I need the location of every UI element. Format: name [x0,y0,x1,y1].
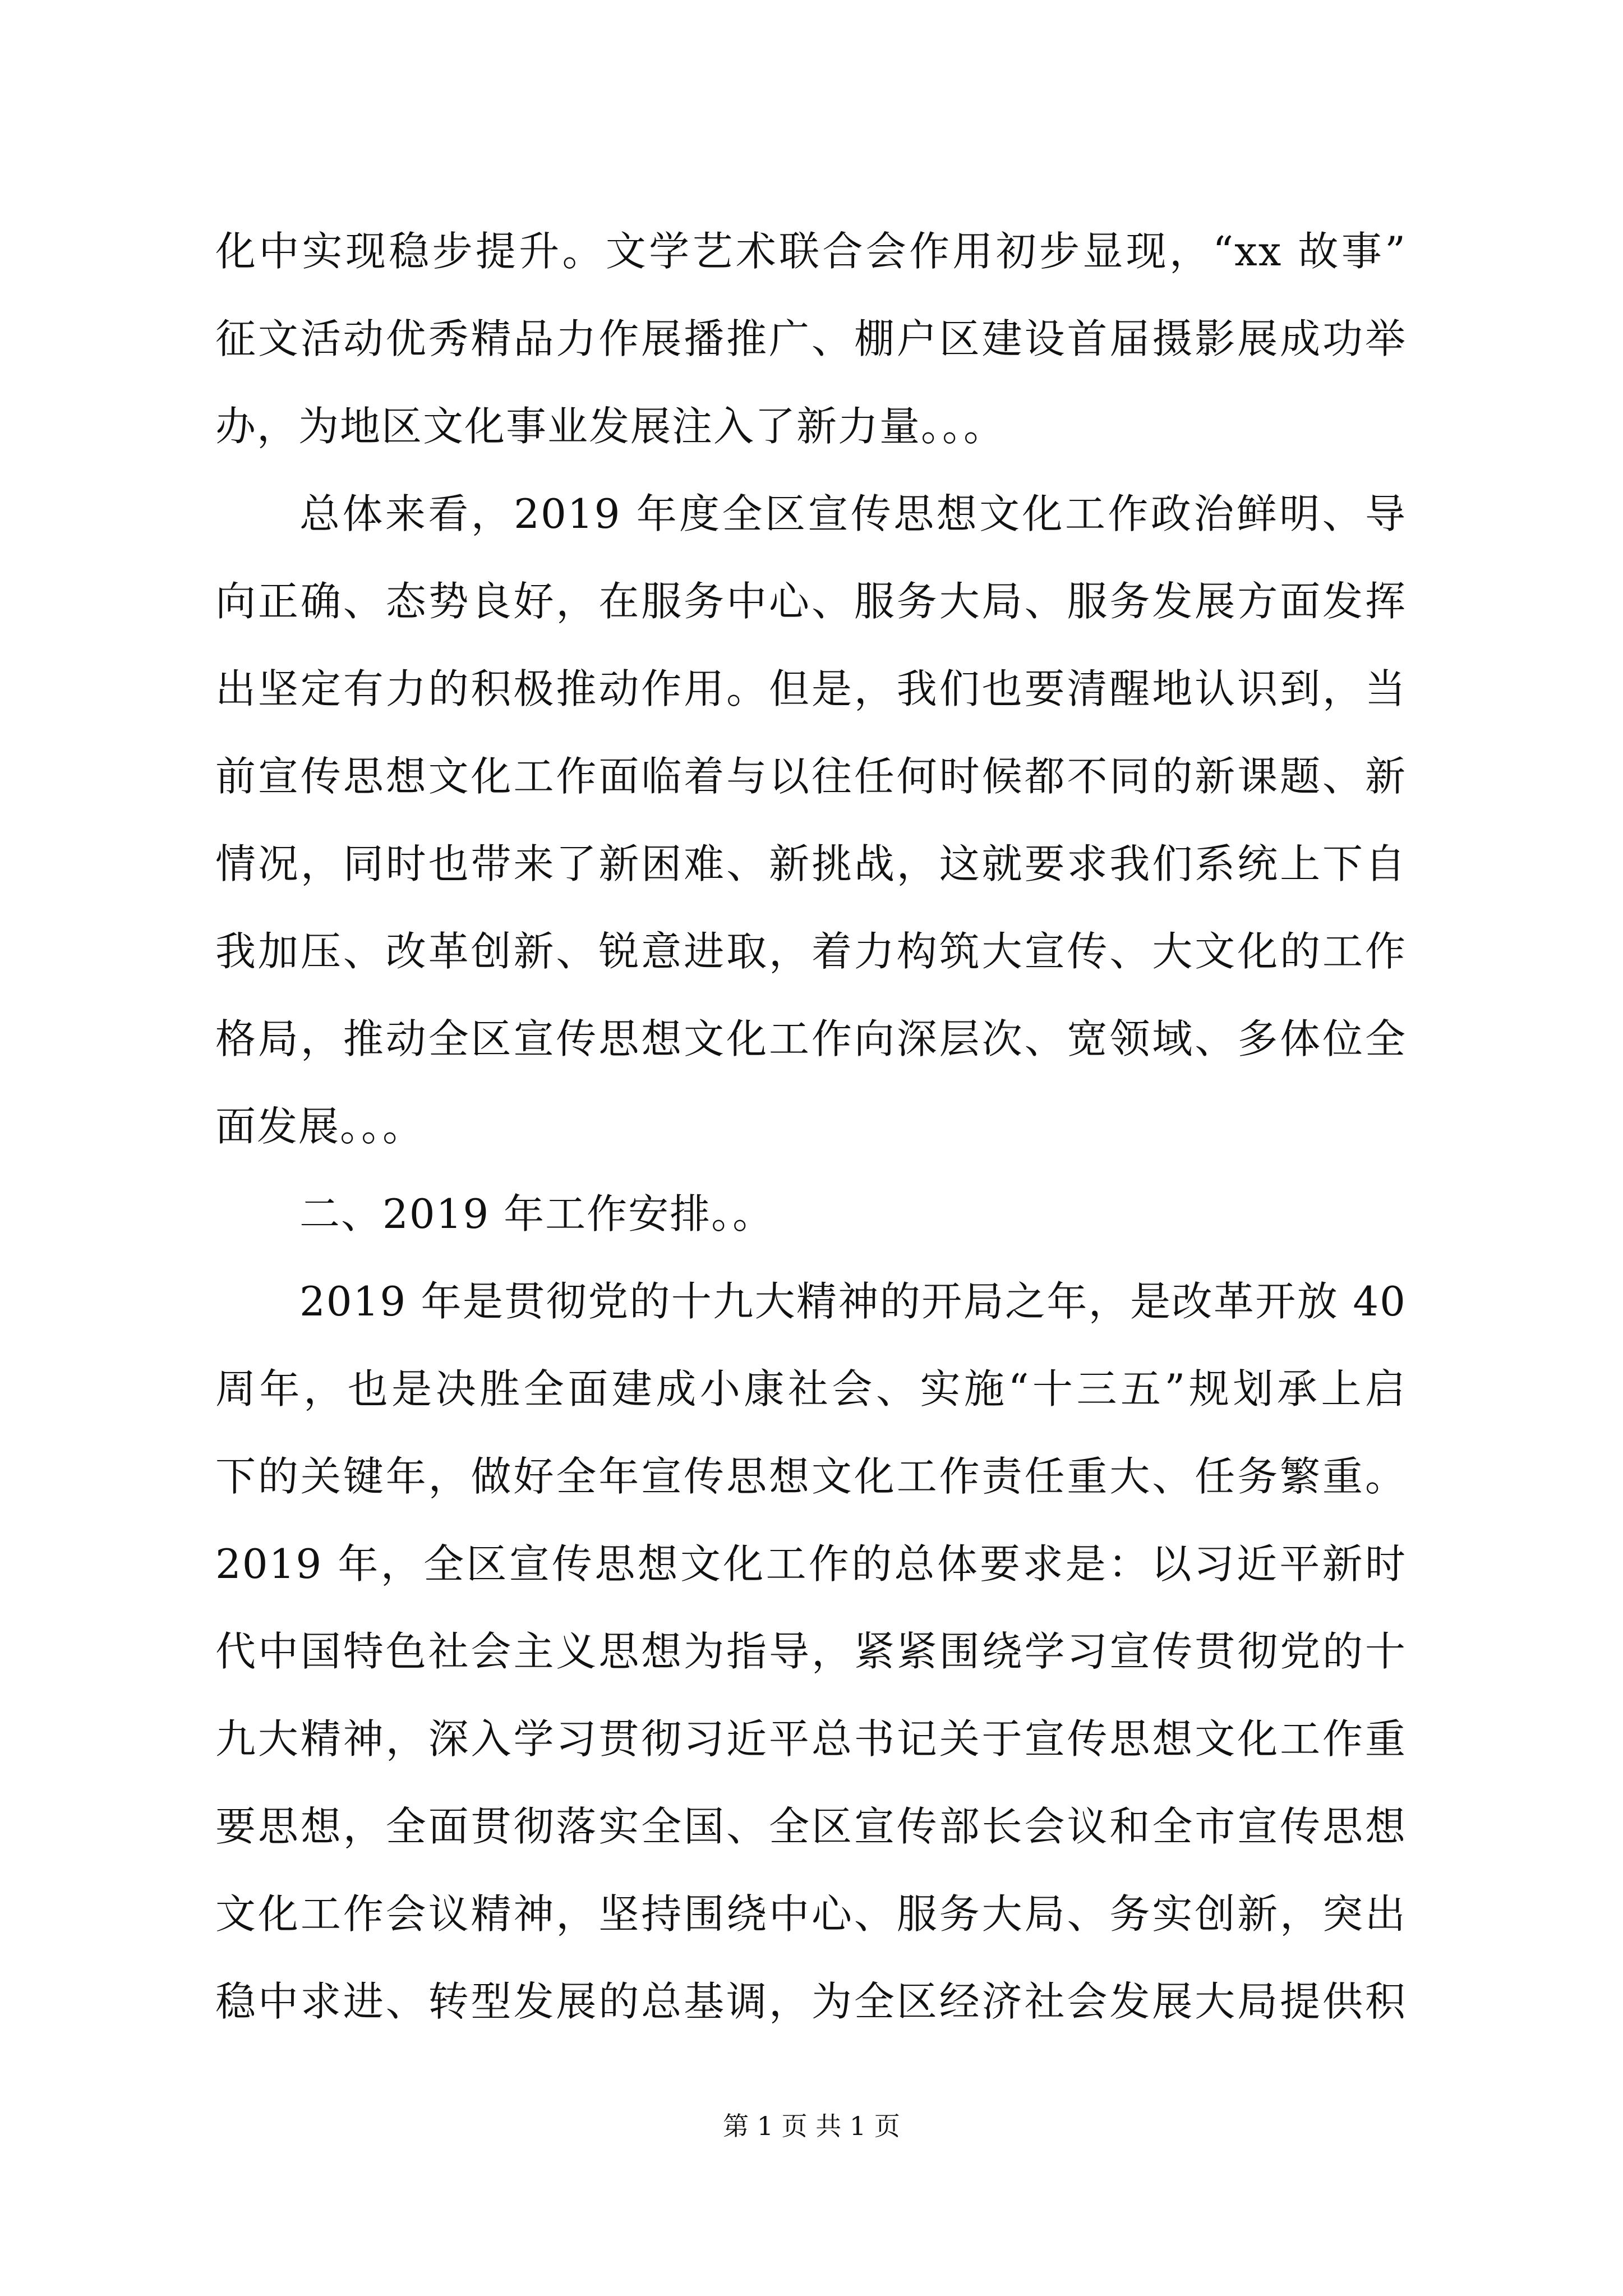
body-line-3: 办，为地区文化事业发展注入了新力量。。。 [215,403,1006,450]
page-number-footer: 第 1 页 共 1 页 [723,2111,900,2141]
body-line-18: 九大精神，深入学习贯彻习近平总书记关于宣传思想文化工作重 [215,1715,1407,1763]
body-line-13: 2019 年是贯彻党的十九大精神的开局之年，是改革开放 40 [299,1278,1407,1325]
body-line-15: 下的关键年，做好全年宣传思想文化工作责任重大、任务繁重。 [215,1453,1407,1500]
body-line-11: 面发展。。。 [215,1103,425,1150]
body-line-7: 前宣传思想文化工作面临着与以往任何时候都不同的新课题、新 [215,753,1407,800]
body-line-14: 周年，也是决胜全面建成小康社会、实施“十三五”规划承上启 [215,1365,1407,1412]
body-line-20: 文化工作会议精神，坚持围绕中心、服务大局、务实创新，突出 [215,1890,1407,1938]
body-line-4: 总体来看，2019 年度全区宣传思想文化工作政治鲜明、导 [299,490,1407,537]
document-body [215,208,1407,2045]
body-line-8: 情况，同时也带来了新困难、新挑战，这就要求我们系统上下自 [215,840,1407,887]
body-line-1: 化中实现稳步提升。文学艺术联合会作用初步显现，“xx 故事” [215,228,1407,275]
body-line-5: 向正确、态势良好，在服务中心、服务大局、服务发展方面发挥 [215,578,1407,625]
body-line-21: 稳中求进、转型发展的总基调，为全区经济社会发展大局提供积 [215,1978,1407,2025]
body-line-2: 征文活动优秀精品力作展播推广、棚户区建设首届摄影展成功举 [215,315,1407,362]
body-line-19: 要思想，全面贯彻落实全国、全区宣传部长会议和全市宣传思想 [215,1803,1407,1850]
body-line-6: 出坚定有力的积极推动作用。但是，我们也要清醒地认识到，当 [215,665,1407,712]
body-line-17: 代中国特色社会主义思想为指导，紧紧围绕学习宣传贯彻党的十 [215,1628,1407,1675]
section-heading: 二、2019 年工作安排。。 [299,1190,774,1237]
body-line-16: 2019 年，全区宣传思想文化工作的总体要求是：以习近平新时 [215,1540,1407,1588]
body-line-9: 我加压、改革创新、锐意进取，着力构筑大宣传、大文化的工作 [215,928,1407,975]
body-line-10: 格局，推动全区宣传思想文化工作向深层次、宽领域、多体位全 [215,1015,1407,1062]
